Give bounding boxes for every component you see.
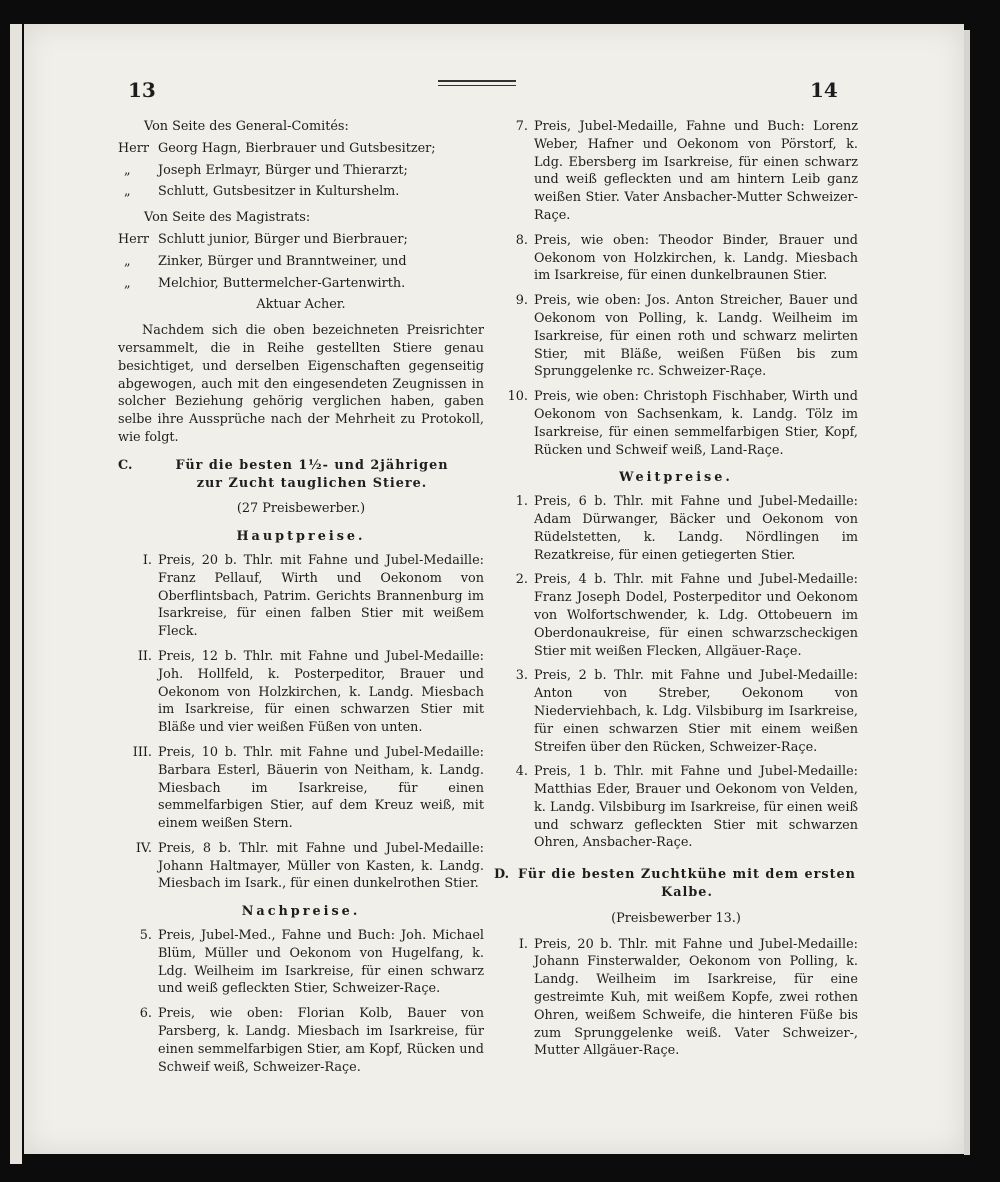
prize-entry — [494, 571, 858, 660]
prize-text: Preis, wie oben: Florian Kolb, Bauer von Parsberg, k. Landg. Miesbach im Isarkreise, für einen semmelfarbigen Stier, am Kopf, Rücken und Schweif weiß, Schweizer-Raçe. — [158, 1006, 484, 1075]
section-title: zur Zucht tauglichen Stiere. — [196, 475, 428, 491]
prize-entry — [494, 763, 858, 852]
comite-member — [118, 162, 484, 180]
prize-entry — [118, 1005, 484, 1076]
page-header-rule — [438, 80, 516, 86]
prize-number: 3. — [515, 668, 528, 684]
prize-text: Preis, Jubel-Medaille, Fahne und Buch: Lorenz Weber, Hafner und Oekonom von Pörstorf, k. Ldg. Ebersberg im Isarkreise, für einen schwarz und weiß gefleckten und am hintern Leib ganz weißen Stier. Vater Ansbacher-Mutter Schweizer-Raçe. — [534, 119, 858, 223]
left-page-edge — [10, 24, 22, 1164]
section-title: Für die besten 1½- und 2jährigen — [175, 457, 449, 473]
prize-entry — [494, 936, 858, 1061]
bewerber-count: (27 Preisbewerber.) — [236, 501, 366, 517]
prize-text: Preis, 20 b. Thlr. mit Fahne und Jubel-Medaille: Johann Finsterwalder, Oekonom von Polling, k. Landg. Weilheim im Isarkreise, für eine gestreimte Kuh, mit weißem Kopfe, zwei rothen Ohren, weißem Schweife, die hinteren Füße bis zum Sprunggelenke weiß. Vater Schweizer-, Mutter Allgäuer-Raçe. — [534, 936, 858, 1059]
prize-number: 2. — [515, 572, 528, 588]
prize-text: Preis, 8 b. Thlr. mit Fahne und Jubel-Medaille: Johann Haltmayer, Müller von Kasten, k. Landg. Miesbach im Isark., für einen dunkelrothen Stier. — [158, 840, 484, 892]
prize-entry — [118, 744, 484, 833]
prize-number: 10. — [507, 389, 528, 405]
right-page-edge — [964, 30, 970, 1155]
prize-number: III. — [132, 744, 152, 760]
prize-entry — [118, 552, 484, 641]
comite-member — [118, 183, 484, 201]
prize-text: Preis, 1 b. Thlr. mit Fahne und Jubel-Medaille: Matthias Eder, Brauer und Oekonom von Velden, k. Landg. Vilsbiburg im Isarkreise, für einen weiß und schwarz gefleckten Stier mit schwarzen Ohren, Ansbacher-Raçe. — [534, 764, 858, 851]
magistrat-member — [118, 275, 484, 293]
section-label: D. — [494, 867, 510, 883]
member-prefix: „ — [124, 162, 131, 178]
prize-text: Preis, 4 b. Thlr. mit Fahne und Jubel-Medaille: Franz Joseph Dodel, Posterpeditor und Oekonom von Wolfortschwender, k. Ldg. Ottobeuern im Oberdonaukreise, für einen schwarzscheckigen Stier mit weißen Flecken, Allgäuer-Raçe. — [534, 572, 858, 659]
prize-number: 7. — [515, 119, 528, 134]
prize-number: 1. — [515, 494, 528, 510]
section-title: Für die besten Zuchtkühe mit dem ersten — [518, 867, 856, 883]
prize-text: Preis, wie oben: Christoph Fischhaber, Wirth und Oekonom von Sachsenkam, k. Landg. Tölz im Isarkreise, für einen semmelfarbigen Stier, Kopf, Rücken und Schweif weiß, Land-Raçe. — [534, 389, 858, 458]
prize-number: 6. — [139, 1006, 152, 1022]
section-title: Kalbe. — [661, 885, 713, 901]
prize-number: 8. — [515, 232, 528, 248]
prize-text: Preis, wie oben: Jos. Anton Streicher, Bauer und Oekonom von Polling, k. Landg. Weilheim im Isarkreise, für einen roth und schwarz melirten Stier, mit Bläße, weißen Füßen bis zum Sprunggelenke rc. Schweizer-Raçe. — [534, 293, 858, 380]
member-prefix: „ — [124, 253, 131, 269]
section-d-heading — [494, 866, 858, 902]
member-prefix: „ — [124, 184, 131, 200]
page-number-right: 14 — [810, 78, 838, 102]
prize-number: I. — [518, 936, 528, 952]
prize-entry — [118, 648, 484, 737]
intro-paragraph: Nachdem sich die oben bezeichneten Preisrichter versammelt, die in Reihe gestellten Stiere genau besichtiget, und derselben Eigenschaften gegenseitig abgewogen, auch mit den eingesendeten Zeugnissen in solcher Beziehung gehörig verglichen haben, gaben selbe ihre Aussprüche nach der Mehrheit zu Protokoll, wie folgt. — [118, 323, 484, 445]
right-column — [494, 118, 858, 1067]
left-column — [118, 118, 484, 1083]
prize-number: 5. — [139, 928, 152, 944]
prize-entry — [494, 667, 858, 756]
prize-entry — [494, 118, 858, 225]
prize-text: Preis, 6 b. Thlr. mit Fahne und Jubel-Medaille: Adam Dürwanger, Bäcker und Oekonom von Rüdelstetten, k. Landg. Nördlingen im Rezatkreise, für einen getiegerten Stier. — [534, 494, 858, 563]
prize-text: Preis, 20 b. Thlr. mit Fahne und Jubel-Medaille: Franz Pellauf, Wirth und Oekonom von Oberflintsbach, Patrim. Gerichts Brannenburg im Isarkreise, für einen falben Stier mit weißem Fleck. — [158, 552, 484, 640]
prize-entry — [118, 927, 484, 998]
magistrat-member — [118, 231, 484, 249]
prize-text: Preis, 2 b. Thlr. mit Fahne und Jubel-Medaille: Anton von Streber, Oekonom von Niederviehbach, k. Ldg. Vilsbiburg im Isarkreise, für einen schwarzen Stier mit einem weißen Streifen über den Rücken, Schweizer-Raçe. — [534, 668, 858, 755]
prize-number: I. — [142, 552, 152, 568]
comite-member — [118, 140, 484, 158]
prize-entry — [494, 292, 858, 381]
section-c-heading — [118, 457, 484, 493]
magistrat-heading: Von Seite des Magistrats: — [144, 210, 311, 226]
magistrat-member — [118, 253, 484, 271]
member-text: Joseph Erlmayr, Bürger und Thierarzt; — [158, 162, 408, 178]
member-prefix: „ — [124, 275, 131, 291]
aktuar-line: Aktuar Acher. — [256, 297, 346, 313]
nachpreise-heading: Nachpreise. — [241, 904, 361, 920]
section-label: C. — [118, 457, 133, 473]
prize-text: Preis, 10 b. Thlr. mit Fahne und Jubel-Medaille: Barbara Esterl, Bäuerin von Neitham, k. Landg. Miesbach im Isarkreise, für einen semmelfarbigen Stier, auf dem Kreuz weiß, mit einem weißen Stern. — [158, 744, 484, 832]
prize-number: II. — [137, 648, 152, 664]
member-text: Zinker, Bürger und Branntweiner, und — [158, 253, 407, 269]
member-text: Schlutt, Gutsbesitzer in Kulturshelm. — [158, 184, 400, 200]
prize-number: IV. — [135, 840, 152, 856]
member-text: Schlutt junior, Bürger und Bierbrauer; — [158, 231, 408, 247]
prize-entry — [118, 840, 484, 893]
member-prefix: Herr — [118, 231, 149, 247]
prize-text: Preis, Jubel-Med., Fahne und Buch: Joh. Michael Blüm, Müller und Oekonom von Hugelfang, k. Ldg. Weilheim im Isarkreise, für einen schwarz und weiß gefleckten Stier, Schweizer-Raçe. — [158, 928, 484, 997]
prize-text: Preis, 12 b. Thlr. mit Fahne und Jubel-Medaille: Joh. Hollfeld, k. Posterpeditor, Brauer und Oekonom von Holzkirchen, k. Landg. Miesbach im Isarkreise, für einen schwarzen Stier mit Bläße und vier weißen Füßen von unten. — [158, 648, 484, 736]
hauptpreise-heading: Hauptpreise. — [236, 529, 366, 545]
member-prefix: Herr — [118, 140, 149, 156]
bewerber-count: (Preisbewerber 13.) — [611, 910, 741, 926]
comite-heading: Von Seite des General-Comités: — [144, 119, 349, 134]
member-text: Georg Hagn, Bierbrauer und Gutsbesitzer; — [158, 140, 436, 156]
page-number-left: 13 — [128, 78, 156, 102]
prize-entry — [494, 493, 858, 564]
prize-number: 4. — [515, 764, 528, 780]
prize-number: 9. — [515, 293, 528, 309]
prize-entry — [494, 232, 858, 285]
prize-entry — [494, 388, 858, 459]
member-text: Melchior, Buttermelcher-Gartenwirth. — [158, 275, 406, 291]
weitpreise-heading: Weitpreise. — [619, 470, 733, 486]
prize-text: Preis, wie oben: Theodor Binder, Brauer und Oekonom von Holzkirchen, k. Landg. Miesbach im Isarkreise, für einen dunkelbraunen Stier. — [534, 232, 858, 284]
